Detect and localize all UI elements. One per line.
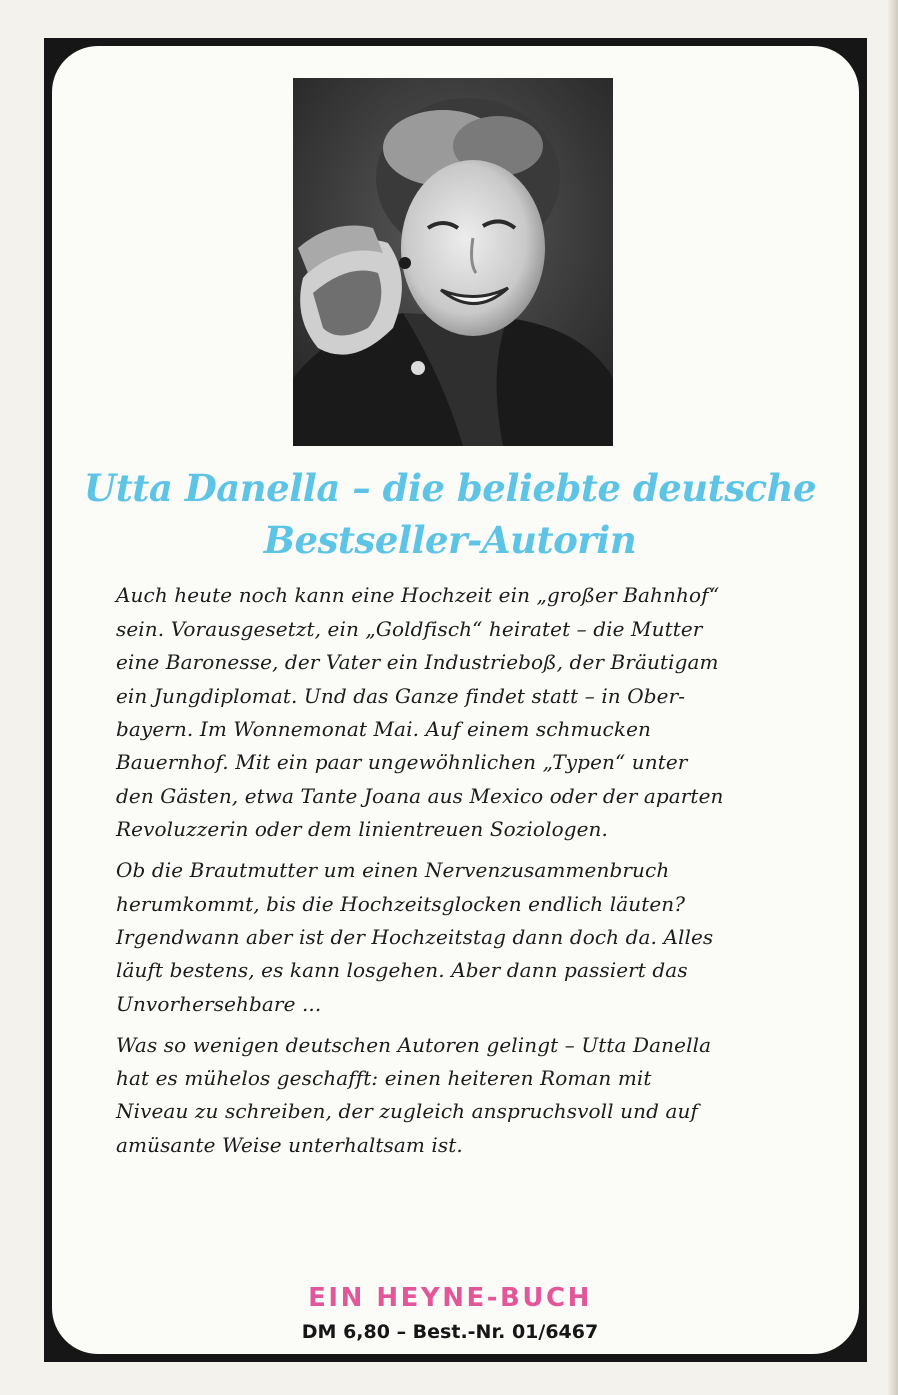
blurb-line: herumkommt, bis die Hochzeitsglocken endlich läuten? bbox=[116, 892, 686, 916]
blurb-line: ein Jungdiplomat. Und das Ganze findet statt – in Ober- bbox=[116, 684, 686, 708]
author-photo bbox=[293, 78, 613, 446]
price-line: DM 6,80 – Best.-Nr. 01/6467 bbox=[301, 1321, 599, 1343]
publisher-label: EIN HEYNE-BUCH bbox=[308, 1283, 592, 1313]
blurb-line: amüsante Weise unterhaltsam ist. bbox=[116, 1133, 463, 1157]
blurb-line: hat es mühelos geschafft: einen heiteren Roman mit bbox=[116, 1066, 652, 1090]
blurb-line: Ob die Brautmutter um einen Nervenzusammenbruch bbox=[116, 858, 670, 882]
blurb-line: Revoluzzerin oder dem linientreuen Soziologen. bbox=[116, 817, 608, 841]
blurb-line: Unvorhersehbare ... bbox=[116, 992, 322, 1016]
blurb-line: eine Baronesse, der Vater ein Industrieboß, der Bräutigam bbox=[116, 650, 719, 674]
blurb-line: läuft bestens, es kann losgehen. Aber dann passiert das bbox=[116, 958, 688, 982]
blurb-line: sein. Vorausgesetzt, ein „Goldfisch“ heiratet – die Mutter bbox=[116, 617, 703, 641]
blurb-line: Bauernhof. Mit ein paar ungewöhnlichen „Typen“ unter bbox=[116, 750, 688, 774]
blurb-line: Was so wenigen deutschen Autoren gelingt – Utta Danella bbox=[116, 1033, 712, 1057]
headline-line-1: Utta Danella – die beliebte deutsche bbox=[83, 466, 817, 510]
blurb-line: bayern. Im Wonnemonat Mai. Auf einem schmucken bbox=[116, 717, 651, 741]
headline-line-2: Bestseller-Autorin bbox=[263, 518, 637, 562]
blurb-line: den Gästen, etwa Tante Joana aus Mexico oder der aparten bbox=[116, 784, 724, 808]
blurb-line: Auch heute noch kann eine Hochzeit ein „großer Bahnhof“ bbox=[116, 583, 720, 607]
scan-edge bbox=[888, 0, 898, 1395]
blurb-line: Niveau zu schreiben, der zugleich anspruchsvoll und auf bbox=[116, 1099, 698, 1123]
blurb-line: Irgendwann aber ist der Hochzeitstag dann doch da. Alles bbox=[116, 925, 714, 949]
